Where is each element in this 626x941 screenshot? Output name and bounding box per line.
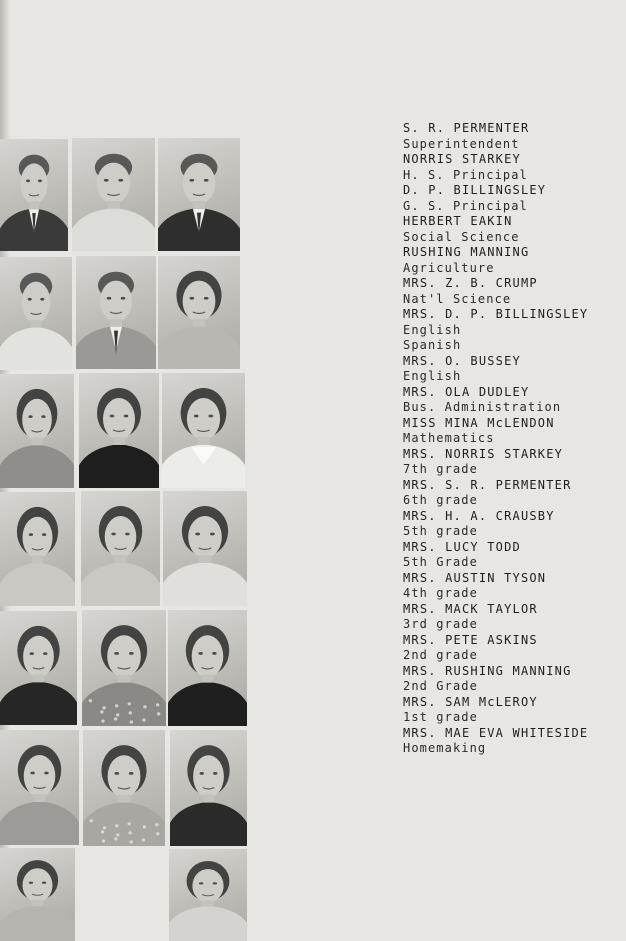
faculty-name: MRS. H. A. CRAUSBY [403, 508, 555, 523]
faculty-portrait-9 [162, 373, 245, 488]
faculty-role: 6th grade [403, 493, 478, 507]
faculty-role: Homemaking [403, 741, 487, 755]
roster-entry [403, 121, 625, 152]
faculty-name: MRS. MAE EVA WHITESIDE [403, 725, 589, 740]
faculty-name: MRS. Z. B. CRUMP [403, 276, 538, 290]
faculty-portrait-10 [0, 492, 75, 606]
faculty-name: MRS. D. P. BILLINGSLEY [403, 307, 589, 321]
faculty-role: 5th grade [403, 524, 478, 538]
roster-entry [403, 416, 625, 447]
roster-entry [403, 540, 625, 571]
faculty-roster [403, 121, 625, 757]
faculty-portrait-12 [163, 491, 247, 606]
faculty-portrait-18 [170, 730, 247, 846]
faculty-name: MRS. LUCY TODD [403, 539, 521, 554]
roster-entry [403, 571, 625, 602]
faculty-name: S. R. PERMENTER [403, 121, 530, 135]
faculty-name: MRS. PETE ASKINS [403, 632, 538, 647]
faculty-portrait-11 [81, 491, 160, 606]
faculty-portrait-15 [168, 610, 247, 726]
faculty-role: 2nd grade [403, 648, 478, 662]
faculty-name: MRS. RUSHING MANNING [403, 663, 572, 678]
roster-entry [403, 214, 625, 245]
faculty-portrait-20 [169, 849, 247, 941]
roster-entry [403, 385, 625, 416]
faculty-role: H. S. Principal [403, 167, 528, 182]
roster-entry [403, 633, 625, 664]
faculty-name: HERBERT EAKIN [403, 214, 513, 228]
roster-entry [403, 183, 625, 214]
faculty-role: Social Science [403, 229, 520, 244]
faculty-name: MRS. SAM McLEROY [403, 694, 538, 709]
faculty-role: 7th grade [403, 462, 478, 476]
faculty-name: MRS. OLA DUDLEY [403, 384, 530, 399]
faculty-name: MRS. NORRIS STARKEY [403, 446, 564, 461]
faculty-role: Superintendent [403, 136, 520, 151]
faculty-name: MRS. AUSTIN TYSON [403, 570, 547, 585]
faculty-role: 4th grade [403, 586, 478, 600]
roster-entry [403, 276, 625, 307]
faculty-role: 2nd Grade [403, 679, 478, 693]
faculty-role: Bus. Administration [403, 400, 562, 414]
faculty-role: Mathematics [403, 431, 495, 445]
faculty-role: 1st grade [403, 710, 478, 724]
faculty-portrait-17 [83, 730, 165, 846]
faculty-role: Spanish [403, 338, 462, 352]
roster-entry [403, 726, 625, 757]
roster-entry [403, 695, 625, 726]
faculty-portrait-8 [79, 373, 159, 488]
faculty-role: English [403, 369, 462, 383]
roster-entry [403, 447, 625, 478]
faculty-role: English [403, 322, 462, 337]
faculty-portrait-3 [158, 138, 240, 251]
faculty-portrait-4 [0, 257, 72, 370]
faculty-portrait-19 [0, 848, 75, 941]
roster-entry [403, 509, 625, 540]
faculty-portrait-13 [0, 611, 77, 725]
faculty-name: NORRIS STARKEY [403, 152, 521, 166]
roster-entry [403, 152, 625, 183]
faculty-portrait-2 [72, 138, 155, 251]
faculty-name: MRS. O. BUSSEY [403, 353, 521, 368]
faculty-portrait-5 [76, 256, 156, 369]
faculty-photo-grid [0, 0, 250, 941]
faculty-name: MISS MINA McLENDON [403, 415, 555, 430]
faculty-name: D. P. BILLINGSLEY [403, 183, 547, 197]
roster-entry [403, 602, 625, 633]
faculty-role: Nat'l Science [403, 291, 512, 306]
faculty-role: 3rd grade [403, 617, 478, 631]
faculty-role: G. S. Principal [403, 198, 528, 213]
faculty-portrait-7 [0, 374, 74, 488]
faculty-portrait-16 [0, 730, 79, 845]
faculty-name: MRS. S. R. PERMENTER [403, 477, 572, 492]
faculty-name: MRS. MACK TAYLOR [403, 601, 538, 616]
faculty-role: Agriculture [403, 260, 495, 275]
faculty-portrait-1 [0, 139, 68, 251]
roster-entry [403, 478, 625, 509]
roster-entry [403, 664, 625, 695]
faculty-role: 5th Grade [403, 555, 478, 569]
faculty-name: RUSHING MANNING [403, 245, 530, 259]
roster-entry [403, 245, 625, 276]
roster-entry [403, 354, 625, 385]
faculty-portrait-6 [158, 256, 240, 369]
faculty-portrait-14 [82, 610, 166, 726]
roster-entry [403, 307, 625, 354]
